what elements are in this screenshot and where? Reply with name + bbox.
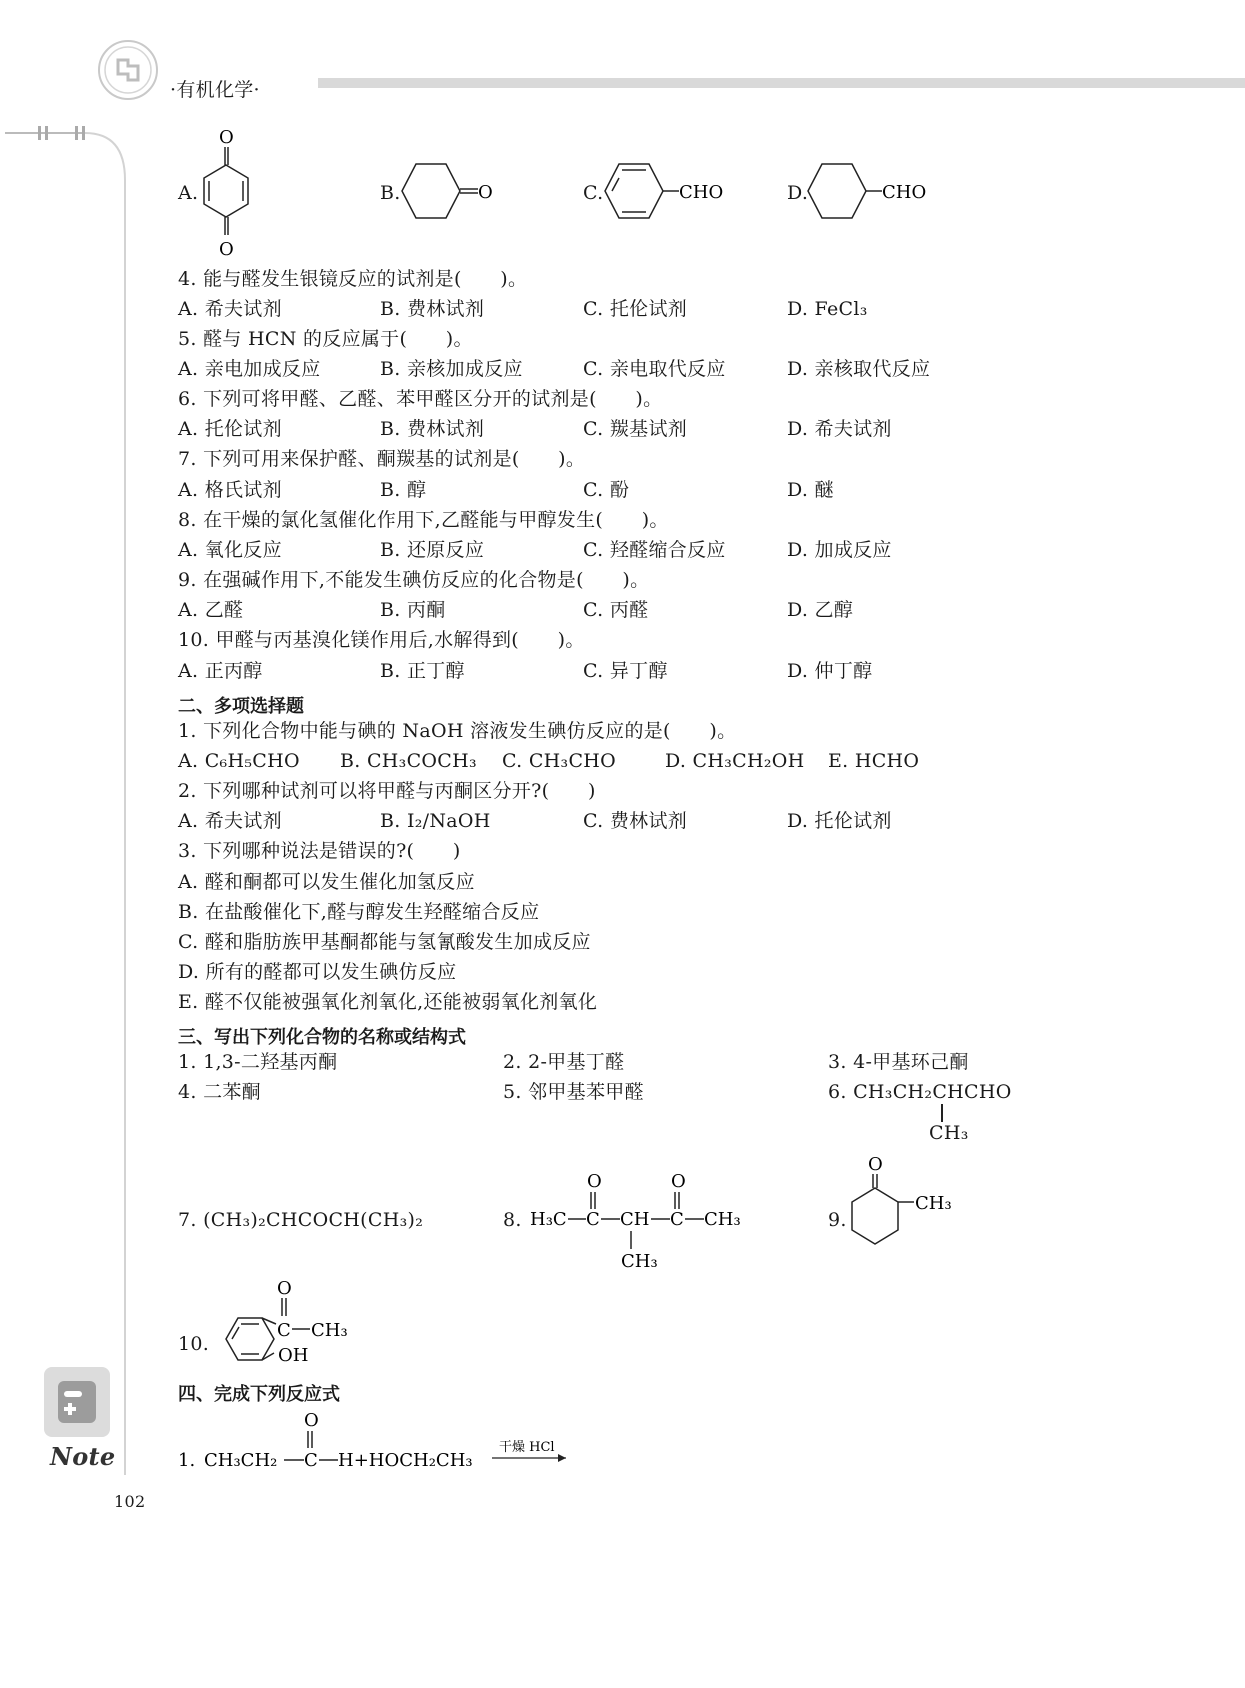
naming-item: 5. 邻甲基苯甲醛: [503, 1081, 644, 1103]
option: A. 乙醛: [178, 599, 244, 621]
item8-o1: O: [587, 1171, 602, 1192]
q3-option-a-structure: [196, 125, 266, 260]
item10-methyl: CH₃: [311, 1320, 348, 1341]
option: C. 丙醛: [583, 599, 649, 621]
svg-text:CH: CH: [620, 1209, 650, 1230]
option: B. 费林试剂: [380, 298, 485, 320]
item8-right: CH₃: [704, 1209, 741, 1230]
option: C. 醛和脂肪族甲基酮都能与氢氰酸发生加成反应: [178, 931, 591, 953]
question-stem: 7. 下列可用来保护醛、酮羰基的试剂是( )。: [178, 448, 586, 470]
option: B. 正丁醇: [380, 660, 465, 682]
option: D. FeCl₃: [787, 298, 868, 320]
option: A. C₆H₅CHO: [178, 750, 300, 772]
option: D. 亲核取代反应: [787, 358, 931, 380]
reaction-1-label: 1.: [178, 1450, 196, 1471]
option: C. 托伦试剂: [583, 298, 688, 320]
naming-heading: 三、写出下列化合物的名称或结构式: [178, 1027, 466, 1048]
item8-structure: [528, 1165, 758, 1275]
option: A. 醛和酮都可以发生催化加氢反应: [178, 871, 475, 893]
question-stem: 8. 在干燥的氯化氢催化作用下,乙醛能与甲醇发生( )。: [178, 509, 669, 531]
option: A. 希夫试剂: [178, 298, 282, 320]
question-stem: 3. 下列哪种说法是错误的?( ): [178, 840, 461, 862]
option: B. 醇: [380, 479, 427, 501]
option: A. 希夫试剂: [178, 810, 282, 832]
note-icon: [44, 1367, 110, 1437]
item10-oh: OH: [278, 1345, 309, 1366]
naming-item: 3. 4-甲基环己酮: [828, 1051, 969, 1073]
reaction-1: [174, 1406, 594, 1476]
naming-item: 2. 2-甲基丁醛: [503, 1051, 625, 1073]
item8-branch: CH₃: [621, 1251, 658, 1272]
reactions-heading: 四、完成下列反应式: [178, 1384, 340, 1405]
option: B. 亲核加成反应: [380, 358, 523, 380]
option: A. 氧化反应: [178, 539, 282, 561]
reaction-1-condition: 干燥 HCl: [499, 1440, 555, 1455]
svg-text:C: C: [586, 1209, 600, 1230]
naming-item: 1. 1,3-二羟基丙酮: [178, 1051, 338, 1073]
question-stem: 6. 下列可将甲醛、乙醛、苯甲醛区分开的试剂是( )。: [178, 388, 663, 410]
option: D. 醚: [787, 479, 834, 501]
option: C. 酚: [583, 479, 630, 501]
option: B. 费林试剂: [380, 418, 485, 440]
q3-a-o-bottom: O: [219, 239, 234, 260]
option: D. 托伦试剂: [787, 810, 892, 832]
note-label: Note: [50, 1442, 116, 1471]
item8-o2: O: [671, 1171, 686, 1192]
question-stem: 4. 能与醛发生银镜反应的试剂是( )。: [178, 268, 528, 290]
naming-item: 7. (CH₃)₂CHCOCH(CH₃)₂: [178, 1209, 424, 1231]
option: C. CH₃CHO: [502, 750, 617, 772]
q3-option-b-label: B.: [380, 182, 401, 204]
item9-structure: [846, 1152, 966, 1252]
item9-methyl: CH₃: [915, 1193, 952, 1214]
q3-d-cho: CHO: [882, 182, 927, 203]
option: A. 亲电加成反应: [178, 358, 321, 380]
option: D. 加成反应: [787, 539, 892, 561]
option: D. 乙醇: [787, 599, 854, 621]
option: E. 醛不仅能被强氧化剂氧化,还能被弱氧化剂氧化: [178, 991, 598, 1013]
option: B. 还原反应: [380, 539, 485, 561]
chapter-emblem: [96, 38, 160, 102]
multi-choice-heading: 二、多项选择题: [178, 696, 304, 717]
reaction-1-o: O: [304, 1410, 319, 1431]
q3-c-cho: CHO: [679, 182, 724, 203]
q3-option-d-label: D.: [787, 182, 809, 204]
item6-branch-bond: [941, 1104, 943, 1122]
q3-a-o-top: O: [219, 127, 234, 148]
naming-item: 4. 二苯酮: [178, 1081, 261, 1103]
item10-o: O: [277, 1278, 292, 1299]
option: D. CH₃CH₂OH: [665, 750, 805, 772]
option: A. 托伦试剂: [178, 418, 282, 440]
item8-left: H₃C: [530, 1209, 567, 1230]
question-stem: 1. 下列化合物中能与碘的 NaOH 溶液发生碘仿反应的是( )。: [178, 720, 737, 742]
option: C. 亲电取代反应: [583, 358, 726, 380]
item10-structure: [206, 1276, 366, 1376]
option: D. 希夫试剂: [787, 418, 892, 440]
option: E. HCHO: [828, 750, 920, 772]
item6-branch: CH₃: [929, 1122, 969, 1144]
option: A. 正丙醇: [178, 660, 263, 682]
question-stem: 9. 在强碱作用下,不能发生碘仿反应的化合物是( )。: [178, 569, 650, 591]
item8-label: 8.: [503, 1209, 522, 1231]
option: A. 格氏试剂: [178, 479, 282, 501]
q3-option-c-structure: [603, 160, 733, 222]
option: B. 丙酮: [380, 599, 446, 621]
naming-item: 6. CH₃CH₂CHCHO: [828, 1081, 1012, 1103]
option: D. 所有的醛都可以发生碘仿反应: [178, 961, 457, 983]
option: C. 羟醛缩合反应: [583, 539, 726, 561]
question-stem: 10. 甲醛与丙基溴化镁作用后,水解得到( )。: [178, 629, 585, 651]
section-title: ·有机化学·: [170, 79, 260, 101]
question-stem: 2. 下列哪种试剂可以将甲醛与丙酮区分开?( ): [178, 780, 596, 802]
page-number: 102: [114, 1492, 146, 1511]
option: C. 羰基试剂: [583, 418, 688, 440]
reaction-1-left: CH₃CH₂: [204, 1450, 278, 1471]
item9-o: O: [868, 1154, 883, 1175]
q3-option-b-structure: [400, 160, 500, 222]
item10-label: 10.: [178, 1333, 210, 1355]
question-stem: 5. 醛与 HCN 的反应属于( )。: [178, 328, 473, 350]
option: B. I₂/NaOH: [380, 810, 491, 832]
option: C. 费林试剂: [583, 810, 688, 832]
option: B. CH₃COCH₃: [340, 750, 477, 772]
q3-option-a-label: A.: [178, 182, 199, 204]
svg-text:C: C: [304, 1450, 318, 1471]
reaction-1-mid: H+HOCH₂CH₃: [338, 1450, 473, 1471]
option: D. 仲丁醇: [787, 660, 873, 682]
margin-decoration: [0, 120, 140, 1480]
header-bar: [318, 78, 1245, 88]
svg-text:C: C: [277, 1320, 291, 1341]
q3-option-c-label: C.: [583, 182, 604, 204]
item9-label: 9.: [828, 1209, 847, 1231]
q3-option-d-structure: [806, 160, 936, 222]
option: C. 异丁醇: [583, 660, 668, 682]
svg-text:C: C: [670, 1209, 684, 1230]
q3-b-o: O: [478, 182, 493, 203]
option: B. 在盐酸催化下,醛与醇发生羟醛缩合反应: [178, 901, 540, 923]
